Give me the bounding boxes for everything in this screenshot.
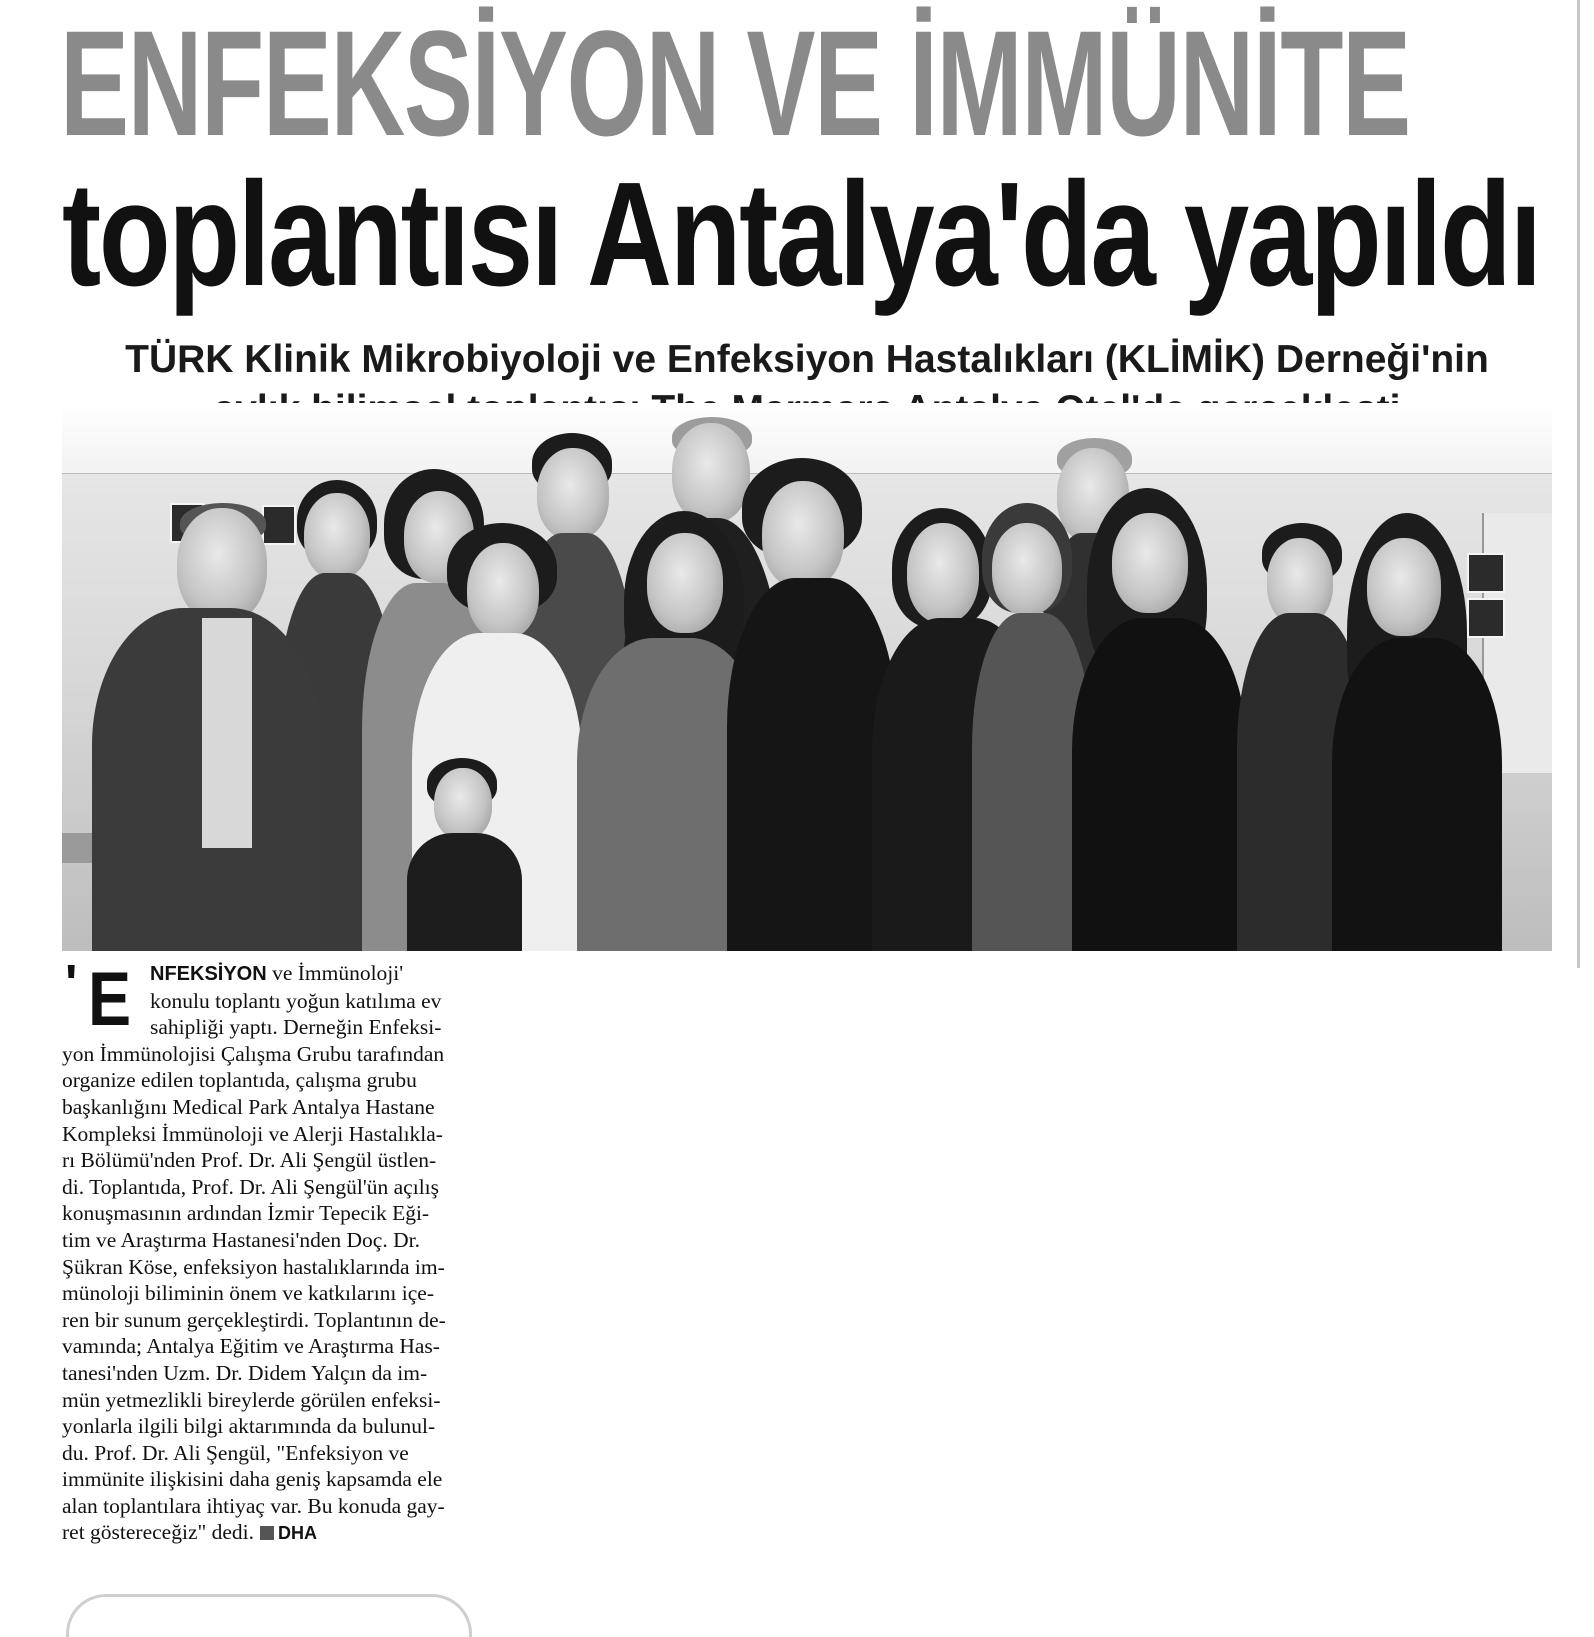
article-line: konulu toplantı yoğun katılıma ev	[150, 988, 442, 1013]
article-line: organize edilen toplantıda, çalışma grubu	[62, 1068, 417, 1093]
article-line: tanesi'nden Uzm. Dr. Didem Yalçın da im-	[62, 1360, 428, 1385]
next-article-frame	[66, 1594, 472, 1637]
article-line: Kompleksi İmmünoloji ve Alerji Hastalıkla-	[62, 1121, 443, 1146]
article-line: başkanlığını Medical Park Antalya Hastane	[62, 1094, 435, 1119]
article-line: rı Bölümü'nden Prof. Dr. Ali Şengül üstlen-	[62, 1148, 437, 1173]
article-body	[62, 955, 462, 1547]
group-photo	[62, 403, 1552, 951]
article-line: alan toplantılara ihtiyaç var. Bu konuda gay-	[62, 1493, 445, 1518]
article-line: konuşmasının ardından İzmir Tepecik Eği-	[62, 1201, 430, 1226]
subheadline-line-1: TÜRK Klinik Mikrobiyoloji ve Enfeksiyon Hastalıkları (KLİMİK) Derneği'nin	[125, 338, 1489, 381]
article-line: ret göstereceğiz" dedi. DHA	[62, 1520, 318, 1545]
article-line: sahipliği yaptı. Derneğin Enfeksi-	[150, 1015, 442, 1040]
headline-line-1: ENFEKSİYON VE İMMÜNİTE	[60, 0, 1410, 167]
article-line: mün yetmezlikli bireylerde görülen enfeksi-	[62, 1387, 441, 1412]
article-line: ren bir sunum gerçekleştirdi. Toplantının de-	[62, 1307, 446, 1332]
article-line: vamında; Antalya Eğitim ve Araştırma Has-	[62, 1334, 440, 1359]
article-line: immünite ilişkisini daha geniş kapsamda ele	[62, 1467, 443, 1492]
wall-sign-icon	[1467, 598, 1505, 638]
wall-sign-icon	[1467, 553, 1505, 593]
article-line: münoloji biliminin önem ve katkılarını içe-	[62, 1281, 434, 1306]
article-line: NFEKSİYON ve İmmünoloji'	[150, 961, 404, 985]
lead-word: NFEKSİYON	[150, 963, 267, 985]
drop-cap: E	[88, 957, 132, 1042]
column-rule	[1577, 0, 1580, 968]
opening-quote: '	[65, 955, 78, 1013]
article-line: yon İmmünolojisi Çalışma Grubu tarafından	[62, 1041, 445, 1066]
article-line: tim ve Araştırma Hastanesi'nden Doç. Dr.	[62, 1227, 420, 1252]
article-line: yonlarla ilgili bilgi aktarımında da bulunul-	[62, 1414, 436, 1439]
article-line: Şükran Köse, enfeksiyon hastalıklarında im-	[62, 1254, 445, 1279]
square-bullet-icon	[260, 1526, 274, 1540]
news-agency-credit: DHA	[278, 1523, 318, 1544]
article-line: du. Prof. Dr. Ali Şengül, "Enfeksiyon ve	[62, 1440, 409, 1465]
article-line: di. Toplantıda, Prof. Dr. Ali Şengül'ün açılış	[62, 1174, 440, 1199]
headline-line-2: toplantısı Antalya'da yapıldı	[62, 152, 1540, 317]
wall-sign-icon	[262, 505, 296, 545]
